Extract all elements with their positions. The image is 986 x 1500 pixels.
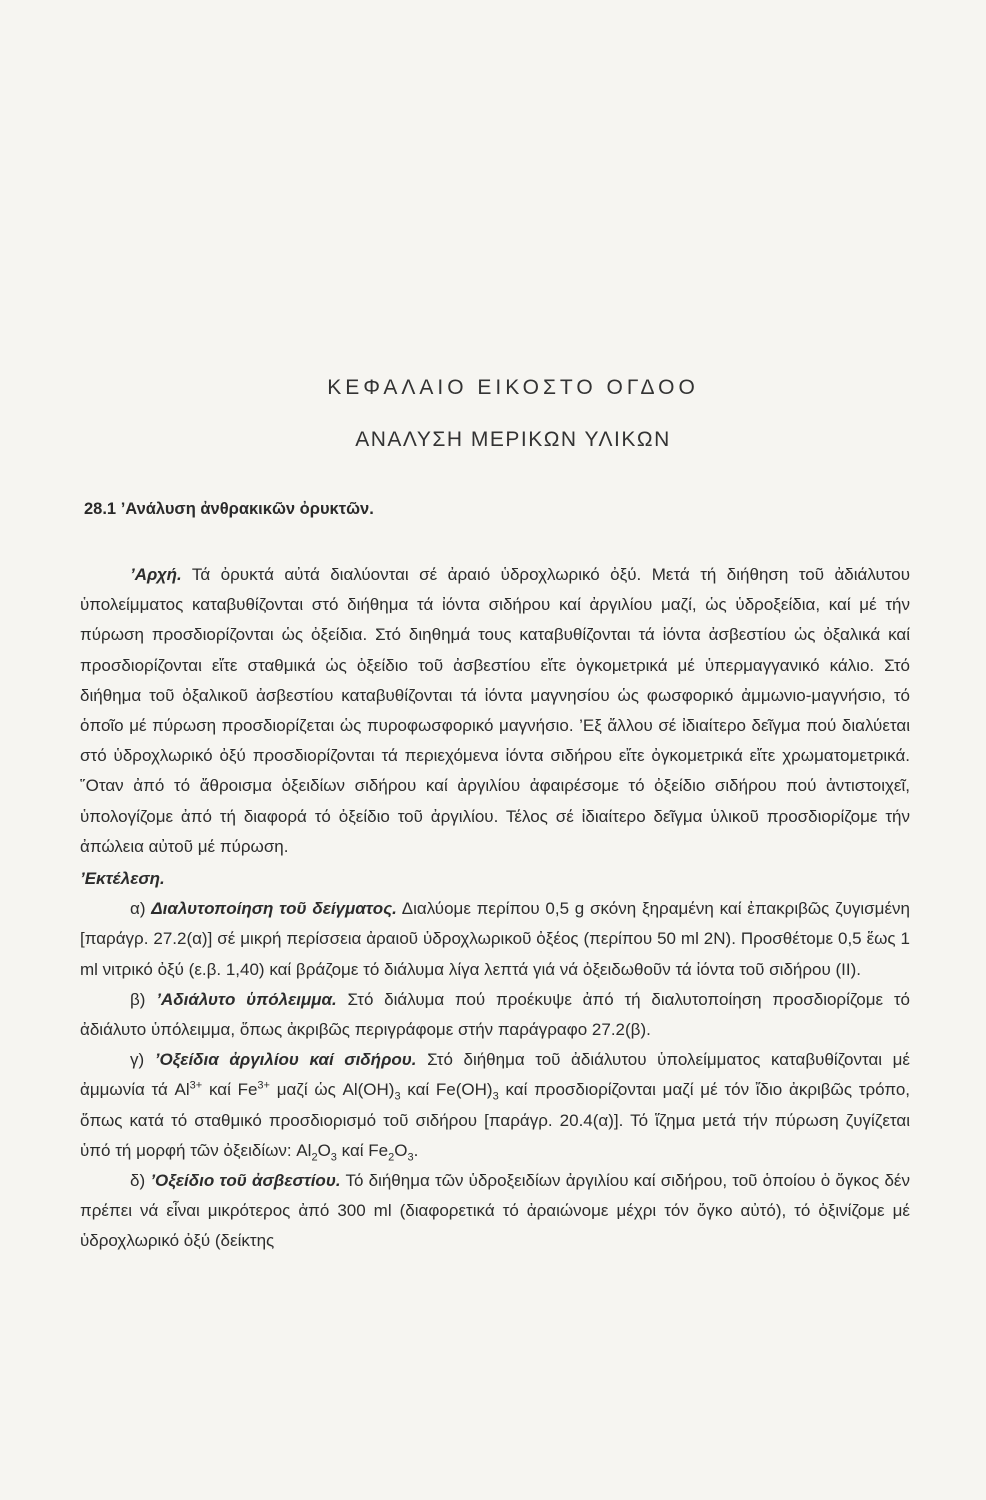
section-heading: 28.1 ’Ανάλυση ἀνθρακικῶν ὀρυκτῶν. bbox=[84, 500, 374, 518]
step-b-marker: β) bbox=[130, 989, 146, 1009]
chapter-subtitle: ΑΝΑΛΥΣΗ ΜΕΡΙΚΩΝ ΥΛΙΚΩΝ bbox=[355, 428, 671, 451]
step-d-marker: δ) bbox=[130, 1171, 146, 1191]
step-b-paragraph bbox=[80, 985, 910, 1045]
step-c-marker: γ) bbox=[130, 1050, 145, 1070]
step-d-paragraph bbox=[80, 1166, 910, 1257]
principle-label: ’Αρχή. bbox=[130, 565, 182, 584]
principle-paragraph bbox=[80, 560, 910, 862]
step-a-paragraph bbox=[80, 894, 910, 985]
step-b-text: Στό διάλυμα πού προέκυψε ἀπό τή διαλυτοποίηση προσδιορίζομε τό ἀδιάλυτο ὑπόλειμμα, ὅπως ἀκριβῶς περιγράφομε στήν παράγραφο 27.2(β). bbox=[80, 989, 910, 1040]
body-text bbox=[80, 560, 910, 1257]
step-a-text: Διαλύομε περίπου 0,5 g σκόνη ξηραμένη καί ἐπακριβῶς ζυγισμένη [παράγρ. 27.2(α)] σέ μικρή περίσσεια ἀραιοῦ ὑδροχλωρικοῦ ὀξέος (περίπου 50 ml 2N). Προσθέτομε 0,5 ἕως 1 ml νιτρικό ὀξύ (ε.β. 1,40) καί βράζομε τό διάλυμα λίγα λεπτά γιά νά ὀξειδωθοῦν τά ἰόντα τοῦ σιδήρου (ΙΙ). bbox=[80, 899, 910, 979]
step-b-title: ’Αδιάλυτο ὑπόλειμμα. bbox=[156, 989, 337, 1009]
step-c-paragraph bbox=[80, 1045, 910, 1166]
step-d-title: ’Οξείδιο τοῦ ἀσβεστίου. bbox=[150, 1171, 341, 1191]
execution-label: ’Εκτέλεση. bbox=[80, 869, 165, 889]
step-d-text: Τό διήθημα τῶν ὑδροξειδίων ἀργιλίου καί σιδήρου, τοῦ ὁποίου ὁ ὄγκος δέν πρέπει νά εἶναι μικρότερος ἀπό 300 ml (διαφορετικά τό ἀραιώνομε μέχρι τόν ὄγκο αὐτό), τό ὀξινίζομε μέ ὑδροχλωρικό ὀξύ (δείκτης bbox=[80, 1171, 910, 1251]
step-c-text: Στό διήθημα τοῦ ἀδιάλυτου ὑπολείμματος καταβυθίζονται μέ ἀμμωνία τά $Al^{3+}$ καί $Fe^{3+}$ μαζί ὡς $Al(OH)_3$ καί $Fe(OH)_3$ καί προσδιορίζονται μαζί μέ τόν ἴδιο ἀκριβῶς τρόπο, ὅπως κατά τό σταθμικό προσδιορισμό τοῦ σιδήρου [παράγρ. 20.4(α)]. Τό ἵζημα μετά τήν πύρωση ζυγίζεται ὑπό τή μορφή τῶν ὀξειδίων: $Al_2O_3$ καί $Fe_2O_3$. bbox=[80, 1050, 910, 1164]
step-c-title: ’Οξείδια ἀργιλίου καί σιδήρου. bbox=[154, 1050, 417, 1070]
chapter-title: ΚΕΦΑΛΑΙΟ ΕΙΚΟΣΤΟ ΟΓΔΟΟ bbox=[327, 376, 699, 399]
step-a-marker: α) bbox=[130, 899, 146, 919]
principle-text: Τά ὀρυκτά αὐτά διαλύονται σέ ἀραιό ὑδροχλωρικό ὀξύ. Μετά τή διήθηση τοῦ ἀδιάλυτου ὑπολείμματος καταβυθίζονται στό διήθημα τά ἰόντα σιδήρου καί ἀργιλίου μαζί, ὡς ὑδροξείδια, καί μέ τήν πύρωση προσδιορίζονται ὡς ὀξείδια. Στό διηθημά τους καταβυθίζονται τά ἰόντα ἀσβεστίου ὡς ὀξαλικά καί προσδιορίζονται εἴτε σταθμικά ὡς ὀξείδιο τοῦ ἀσβεστίου εἴτε ὀγκομετρικά μέ ὑπερμαγγανικό κάλιο. Στό διήθημα τοῦ ὀξαλικοῦ ἀσβεστίου καταβυθίζονται τά ἰόντα μαγνησίου ὡς φωσφορικό ἀμμωνιο-μαγνήσιο, τό ὁποῖο μέ πύρωση προσδιορίζεται ὡς πυροφωσφορικό μαγνήσιο. ’Εξ ἄλλου σέ ἰδιαίτερο δεῖγμα πού διαλύεται στό ὑδροχλωρικό ὀξύ προσδιορίζονται τά περιεχόμενα ἰόντα σιδήρου εἴτε ὀγκομετρικά εἴτε χρωματομετρικά. ῞Οταν ἀπό τό ἄθροισμα ὀξειδίων σιδήρου καί ἀργιλίου ἀφαιρέσομε τό ὀξείδιο σιδήρου πού ἀντιστοιχεῖ, ὑπολογίζομε ἀπό τή διαφορά τό ὀξείδιο τοῦ ἀργιλίου. Τέλος σέ ἰδιαίτερο δεῖγμα ὑλικοῦ προσδιορίζομε τήν ἀπώλεια αὐτοῦ μέ πύρωση. bbox=[80, 565, 910, 856]
step-a-title: Διαλυτοποίηση τοῦ δείγματος. bbox=[151, 899, 397, 919]
